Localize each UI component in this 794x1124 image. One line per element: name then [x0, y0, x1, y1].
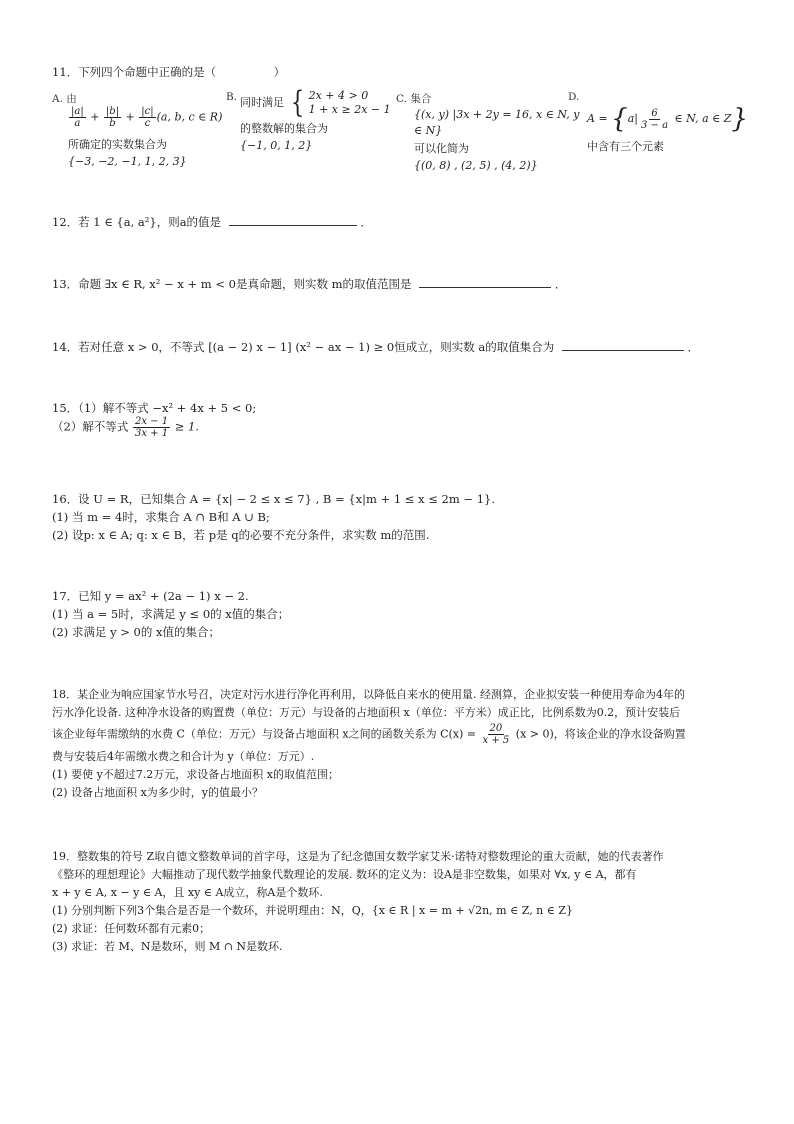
q17-line2: (1) 当 a = 5时，求满足 y ≤ 0的 x值的集合；: [52, 607, 290, 621]
q13-text: 13．命题 ∃x ∈ R, x² − x + m < 0是真命题，则实数 m的取值范围是: [52, 277, 412, 291]
q11-option-a-expression: $\frac{|a|}{a}$ + $\frac{|b|}{b}$ + $\frac{|c|}{c}$ (a, b, c ∈ R): [71, 106, 223, 129]
q11-option-d-label: D.: [568, 91, 580, 103]
q11-option-b-prefix: 同时满足: [240, 96, 284, 109]
q15-part2-tail: ≥ 1.: [174, 419, 200, 434]
q15-frac-num: 2x − 1: [134, 416, 169, 427]
q11-option-d-set-inner: a|: [627, 112, 638, 125]
q18-frac-num: 20: [489, 723, 503, 734]
q14-answer-blank[interactable]: [562, 339, 684, 351]
q12: [52, 214, 372, 231]
q11-option-a-condition: (a, b, c ∈ R): [156, 110, 223, 124]
q17-line1: 17．已知 y = ax² + (2a − 1) x − 2.: [52, 589, 249, 603]
q18-line1: 18．某企业为响应国家节水号召，决定对污水进行净化再利用，以降低自来水的使用量. 经测算，企业拟安装一种使用寿命为4年的: [52, 688, 685, 701]
q13-end: ．: [554, 277, 567, 291]
q11-option-a-desc: 所确定的实数集合为: [68, 138, 167, 151]
q12-answer-blank[interactable]: [229, 214, 357, 226]
q11-title: 11．下列四个命题中正确的是（ ）: [52, 65, 286, 79]
q11-option-d-set: A = {a| $\frac{6}{3 - a}$ ∈ N, a ∈ Z}: [587, 104, 748, 134]
q17-line3: (2) 求满足 y > 0的 x值的集合；: [52, 625, 221, 639]
q13-answer-blank[interactable]: [419, 276, 551, 288]
q15-part2-prefix: （2）解不等式: [52, 419, 129, 434]
q11-option-b-system: 同时满足 { 2x + 4 > 0 1 + x ≥ 2x − 1: [240, 85, 391, 120]
q11-option-d-desc: 中含有三个元素: [587, 140, 664, 153]
q18-line3: [52, 723, 686, 746]
q11-option-c-label: C. 集合: [396, 93, 432, 105]
q18-line3-prefix: 该企业每年需缴纳的水费 C（单位：万元）与设备占地面积 x之间的函数关系为 C(x) =: [52, 727, 477, 741]
q11-option-b-label: B.: [226, 91, 238, 103]
q15-part2: [52, 416, 199, 439]
q19-line6: (3) 求证：若 M、N是数环，则 M ∩ N是数环.: [52, 940, 283, 953]
q19-line3: x + y ∈ A, x − y ∈ A，且 xy ∈ A成立，称A是个数环.: [52, 886, 323, 899]
q11-option-b-set: {−1, 0, 1, 2}: [240, 139, 313, 152]
q18-line4: 费与安装后4年需缴水费之和合计为 y（单位：万元）.: [52, 750, 315, 763]
q18-line2: 污水净化设备. 这种净水设备的购置费（单位：万元）与设备的占地面积 x（单位：平方米）成正比，比例系数为0.2，预计安装后: [52, 706, 681, 719]
q16-line2: (1) 当 m = 4时，求集合 A ∩ B和 A ∪ B;: [52, 510, 270, 524]
q19-line5: (2) 求证：任何数环都有元素0；: [52, 922, 211, 935]
q11-option-b-ineq2: 1 + x ≥ 2x − 1: [308, 103, 391, 116]
q18-line6: (2) 设备占地面积 x为多少时，y的值最小？: [52, 786, 263, 799]
q11-option-d-frac-den: 3 − a: [640, 119, 669, 131]
q16-line3: (2) 设p: x ∈ A; q: x ∈ B，若 p是 q的必要不充分条件，求实数 m的范围.: [52, 528, 430, 542]
q11-option-c-desc: 可以化简为: [414, 142, 469, 155]
q11-option-b-desc: 的整数解的集合为: [240, 122, 328, 135]
q18-frac-den: x + 5: [482, 735, 510, 746]
q11-option-a-set: {−3, −2, −1, 1, 2, 3}: [68, 155, 187, 168]
q19-line2: 《整环的理想理论》大幅推动了现代数学抽象代数理论的发展. 数环的定义为：设A是非空数集，如果对 ∀x, y ∈ A，都有: [52, 868, 637, 881]
q12-end: ．: [360, 215, 372, 229]
q11-option-c-set-line2: ∈ N}: [414, 124, 443, 137]
q11-option-d-frac-num: 6: [651, 107, 658, 119]
q11-option-d-set-tail: ∈ N, a ∈ Z: [674, 112, 732, 125]
q14-end: ．: [687, 340, 700, 354]
q18-line5: (1) 要使 y不超过7.2万元，求设备占地面积 x的取值范围；: [52, 768, 339, 781]
q11-option-c-set-line1: {(x, y) |3x + 2y = 16, x ∈ N, y: [414, 108, 580, 121]
q11-option-d-set-prefix: A =: [587, 112, 612, 125]
q19-line4: (1) 分别判断下列3个集合是否是一个数环，并说明理由：N，Q，{x ∈ R | x = m + √2n, m ∈ Z, n ∈ Z}: [52, 904, 574, 917]
q18-line3-tail: (x > 0)，将该企业的净水设备购置: [515, 727, 686, 741]
q13: [52, 276, 566, 293]
q14-text: 14．若对任意 x > 0，不等式 [(a − 2) x − 1] (x² − ax − 1) ≥ 0恒成立，则实数 a的取值集合为: [52, 340, 555, 354]
q15-part1: 15．（1）解不等式 −x² + 4x + 5 < 0;: [52, 401, 257, 415]
q19-line1: 19．整数集的符号 Z取自德文整数单词的首字母，这是为了纪念德国女数学家艾米·诺特对整数理论的重大贡献，她的代表著作: [52, 850, 664, 863]
q11-option-b-ineq1: 2x + 4 > 0: [308, 89, 369, 102]
q16-line1: 16．设 U = R，已知集合 A = {x| − 2 ≤ x ≤ 7} , B = {x|m + 1 ≤ x ≤ 2m − 1}.: [52, 492, 495, 506]
q11-option-c-result: {(0, 8) , (2, 5) , (4, 2)}: [414, 159, 538, 172]
q11-option-a-label: A. 由: [52, 93, 77, 105]
q14: [52, 339, 699, 356]
q15-frac-den: 3x + 1: [134, 428, 169, 439]
q12-text: 12．若 1 ∈ {a, a²}，则a的值是: [52, 215, 222, 229]
